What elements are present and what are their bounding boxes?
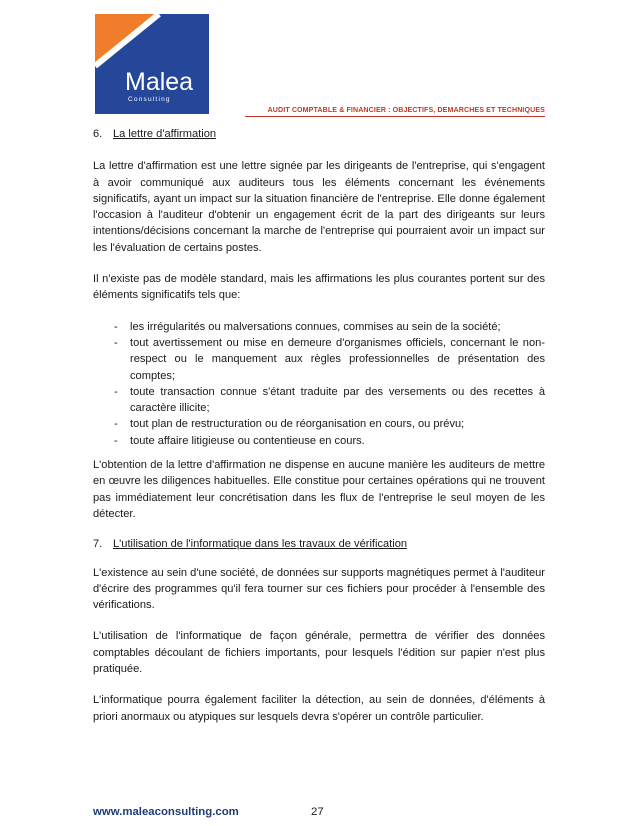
list-item: - les irrégularités ou malversations connues, commises au sein de la société;	[93, 319, 545, 335]
section-7-heading	[93, 536, 545, 552]
section-7-paragraph-1: L'existence au sein d'une société, de données sur supports magnétiques permet à l'auditeur d'écrire des programmes qu'il fera tourner sur ces fichiers pour procéder à l'ensemble des vérifications.	[93, 566, 545, 612]
page-body	[93, 126, 545, 725]
section-6-number: 6.	[93, 128, 103, 140]
header-rule	[245, 116, 545, 117]
list-item: - toute transaction connue s'étant traduite par des versements ou des recettes à caractère illicite;	[93, 384, 545, 417]
running-header-title: AUDIT COMPTABLE & FINANCIER : OBJECTIFS, DEMARCHES ET TECHNIQUES	[267, 106, 545, 114]
section-6-title: La lettre d'affirmation	[113, 128, 217, 140]
company-logo	[95, 14, 209, 114]
section-6-heading	[93, 126, 545, 142]
section-7-number: 7.	[93, 538, 103, 551]
footer-website-link[interactable]: www.maleaconsulting.com	[93, 806, 239, 818]
logo-brand-text: Malea	[125, 68, 194, 96]
section-7-title: L'utilisation de l'informatique dans les travaux de vérification	[113, 538, 408, 551]
page-number: 27	[311, 806, 324, 818]
section-6-paragraph-3: L'obtention de la lettre d'affirmation ne dispense en aucune manière les auditeurs de mettre en œuvre les diligences habituelles. Elle constitue pour certaines opérations qui ne trouvent pas immédiatement leur concrétisation dans les flux de l'entreprise le seul moyen de les détecter.	[93, 459, 545, 520]
logo-graphic	[95, 14, 209, 114]
list-item: - tout plan de restructuration ou de réorganisation en cours, ou prévu;	[93, 416, 545, 432]
section-6-paragraph-1: La lettre d'affirmation est une lettre signée par les dirigeants de l'entreprise, qui s'engagent à avoir communiqué aux auditeurs tous les éléments concernant les événements significatifs, ayant un impact sur la situation financière de l'entreprise. Elle donne également l'occasion à l'auditeur d'obtenir un engagement écrit de la part des dirigeants sur leurs intentions/décisions concernant la marche de l'entreprise qui pourraient avoir un impact sur les l'évaluation de certains postes.	[93, 160, 545, 254]
affirmation-items-list	[93, 319, 545, 449]
list-item: - tout avertissement ou mise en demeure d'organismes officiels, concernant le non-respect ou le manquement aux règles professionnelles de présentation des comptes;	[93, 335, 545, 384]
list-item: - toute affaire litigieuse ou contentieuse en cours.	[93, 433, 545, 449]
section-7-paragraph-3: L'informatique pourra également faciliter la détection, au sein de données, d'éléments à priori anormaux ou atypiques sur lesquels devra s'opérer un contrôle particulier.	[93, 694, 545, 723]
logo-subtitle-text: Consulting	[128, 96, 171, 103]
section-6-paragraph-2: Il n'existe pas de modèle standard, mais les affirmations les plus courantes portent sur des éléments significatifs tels que:	[93, 273, 545, 302]
section-7-paragraph-2: L'utilisation de l'informatique de façon générale, permettra de vérifier des données comptables découlant de fichiers importants, pour lesquels l'édition sur papier n'est plus pratiquée.	[93, 630, 545, 676]
